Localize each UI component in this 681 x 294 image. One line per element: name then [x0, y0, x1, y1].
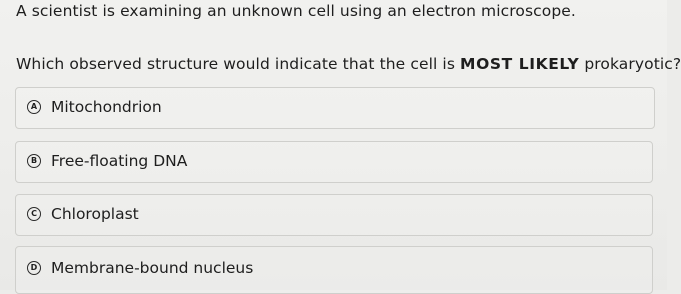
option-letter-c-icon: C	[27, 207, 41, 221]
answer-option-d[interactable]	[15, 246, 653, 294]
question-text-line-1: A scientist is examining an unknown cell using an electron microscope.	[16, 2, 576, 20]
option-letter-b-icon: B	[27, 154, 41, 168]
option-letter-d-icon: D	[27, 261, 41, 275]
answer-option-a[interactable]	[15, 87, 655, 129]
answer-option-b[interactable]	[15, 141, 653, 183]
question-text-line-2	[16, 54, 681, 74]
option-letter-a-icon: A	[27, 100, 41, 114]
question-text-end: prokaryotic?	[579, 55, 681, 73]
question-text-start: Which observed structure would indicate that the cell is	[16, 55, 461, 73]
question-emphasis: MOST LIKELY	[460, 55, 580, 73]
option-a-label: Mitochondrion	[51, 98, 162, 116]
answer-option-c[interactable]	[15, 194, 653, 236]
option-b-label: Free-floating DNA	[51, 152, 188, 170]
option-c-label: Chloroplast	[51, 205, 139, 223]
option-d-label: Membrane-bound nucleus	[51, 259, 254, 277]
